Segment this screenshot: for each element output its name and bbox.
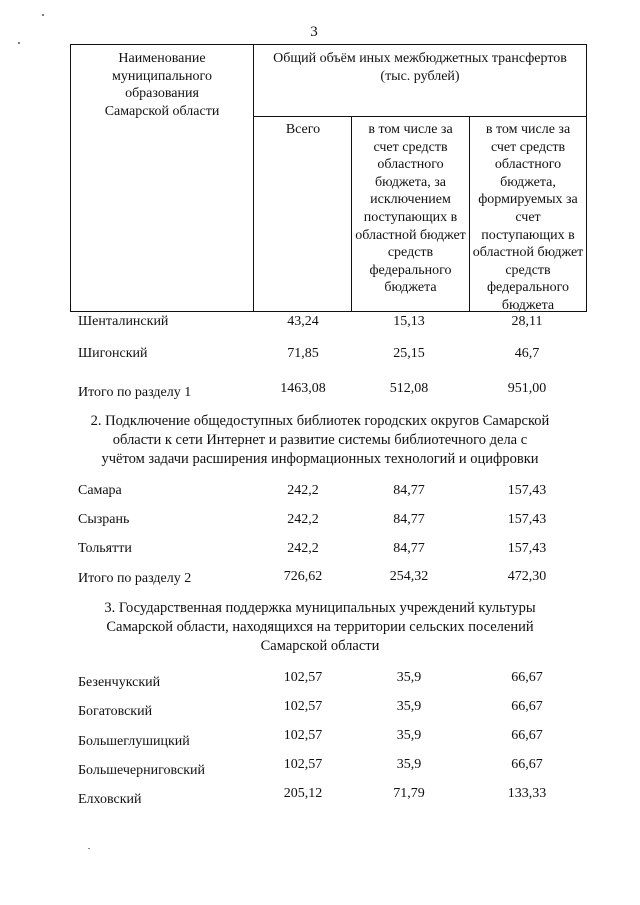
page-number: 3: [310, 24, 318, 40]
subtotal-total: 726,62: [283, 569, 323, 584]
section-title-line: Самарской области, находящихся на территории сельских поселений: [106, 619, 534, 635]
header-transfers-total: Общий объём иных межбюджетных трансфертов (тыс. рублей): [273, 51, 567, 84]
row-federal: 66,67: [511, 757, 543, 772]
table-row: [0, 314, 640, 334]
row-name: Шигонский: [78, 346, 148, 361]
subtotal-federal: 472,30: [507, 569, 547, 584]
row-name: Тольятти: [78, 541, 132, 556]
row-federal: 46,7: [514, 346, 540, 361]
row-total: 102,57: [283, 699, 323, 714]
row-regional: 35,9: [396, 728, 422, 743]
row-regional: 84,77: [393, 512, 425, 527]
row-total: 242,2: [287, 541, 319, 556]
row-total: 242,2: [287, 512, 319, 527]
row-federal: 66,67: [511, 728, 543, 743]
row-name: Самара: [78, 483, 122, 498]
row-regional: 25,15: [393, 346, 425, 361]
subtotal-regional: 254,32: [389, 569, 429, 584]
row-total: 205,12: [283, 786, 323, 801]
row-total: 242,2: [287, 483, 319, 498]
subtotal-label: Итого по разделу 2: [78, 571, 192, 586]
row-regional: 35,9: [396, 670, 422, 685]
row-regional: 84,77: [393, 541, 425, 556]
row-name: Безенчукский: [78, 675, 161, 690]
row-federal: 66,67: [511, 699, 543, 714]
row-name: Большеглушицкий: [78, 734, 190, 749]
row-name: Сызрань: [78, 512, 130, 527]
row-federal: 133,33: [507, 786, 547, 801]
section-title-line: 2. Подключение общедоступных библиотек городских округов Самарской: [90, 413, 550, 429]
table-row: [0, 346, 640, 366]
row-regional: 35,9: [396, 699, 422, 714]
table-row: [0, 786, 640, 806]
table-row: [0, 512, 640, 532]
row-name: Шенталинский: [78, 314, 169, 329]
table-row: [0, 541, 640, 561]
row-federal: 157,43: [507, 512, 547, 527]
row-federal: 157,43: [507, 541, 547, 556]
header-total: Всего: [285, 122, 321, 137]
row-total: 102,57: [283, 757, 323, 772]
row-name: Большечерниговский: [78, 763, 206, 778]
section-title-line: 3. Государственная поддержка муниципальных учреждений культуры: [104, 600, 536, 616]
row-federal: 28,11: [511, 314, 543, 329]
row-federal: 157,43: [507, 483, 547, 498]
row-regional: 71,79: [393, 786, 425, 801]
scan-speck: [18, 42, 20, 44]
section-title-line: области к сети Интернет и развитие системы библиотечного дела с: [112, 432, 528, 448]
row-total: 102,57: [283, 670, 323, 685]
section-title-line: учётом задачи расширения информационных технологий и оцифровки: [101, 451, 539, 467]
scan-speck: [42, 14, 44, 16]
header-regional-excluding-federal: в том числе за счет средств областного бюджета, за исключением поступающих в областной бюджет средств федерального бюджета: [355, 122, 466, 296]
table-row: [0, 670, 640, 690]
table-row: [0, 757, 640, 777]
section-title: [70, 412, 570, 469]
row-total: 102,57: [283, 728, 323, 743]
header-regional-from-federal: в том числе за счет средств областного бюджета, формируемых за счет поступающих в областной бюджет средств федерального бюджета: [472, 122, 584, 313]
subtotal-row: [0, 381, 640, 401]
row-name: Елховский: [78, 792, 142, 807]
row-total: 43,24: [287, 314, 319, 329]
row-total: 71,85: [287, 346, 319, 361]
row-regional: 84,77: [393, 483, 425, 498]
subtotal-federal: 951,00: [507, 381, 547, 396]
row-name: Богатовский: [78, 704, 153, 719]
subtotal-row: [0, 569, 640, 589]
header-municipality: Наименование муниципального образования Самарской области: [104, 51, 220, 119]
subtotal-total: 1463,08: [280, 381, 326, 396]
row-regional: 15,13: [393, 314, 425, 329]
subtotal-label: Итого по разделу 1: [78, 385, 192, 400]
table-row: [0, 483, 640, 503]
table-row: [0, 728, 640, 748]
scan-speck: [88, 848, 90, 849]
row-regional: 35,9: [396, 757, 422, 772]
table-row: [0, 699, 640, 719]
section-title-line: Самарской области: [260, 638, 380, 654]
row-federal: 66,67: [511, 670, 543, 685]
subtotal-regional: 512,08: [389, 381, 429, 396]
section-title: [70, 599, 570, 656]
